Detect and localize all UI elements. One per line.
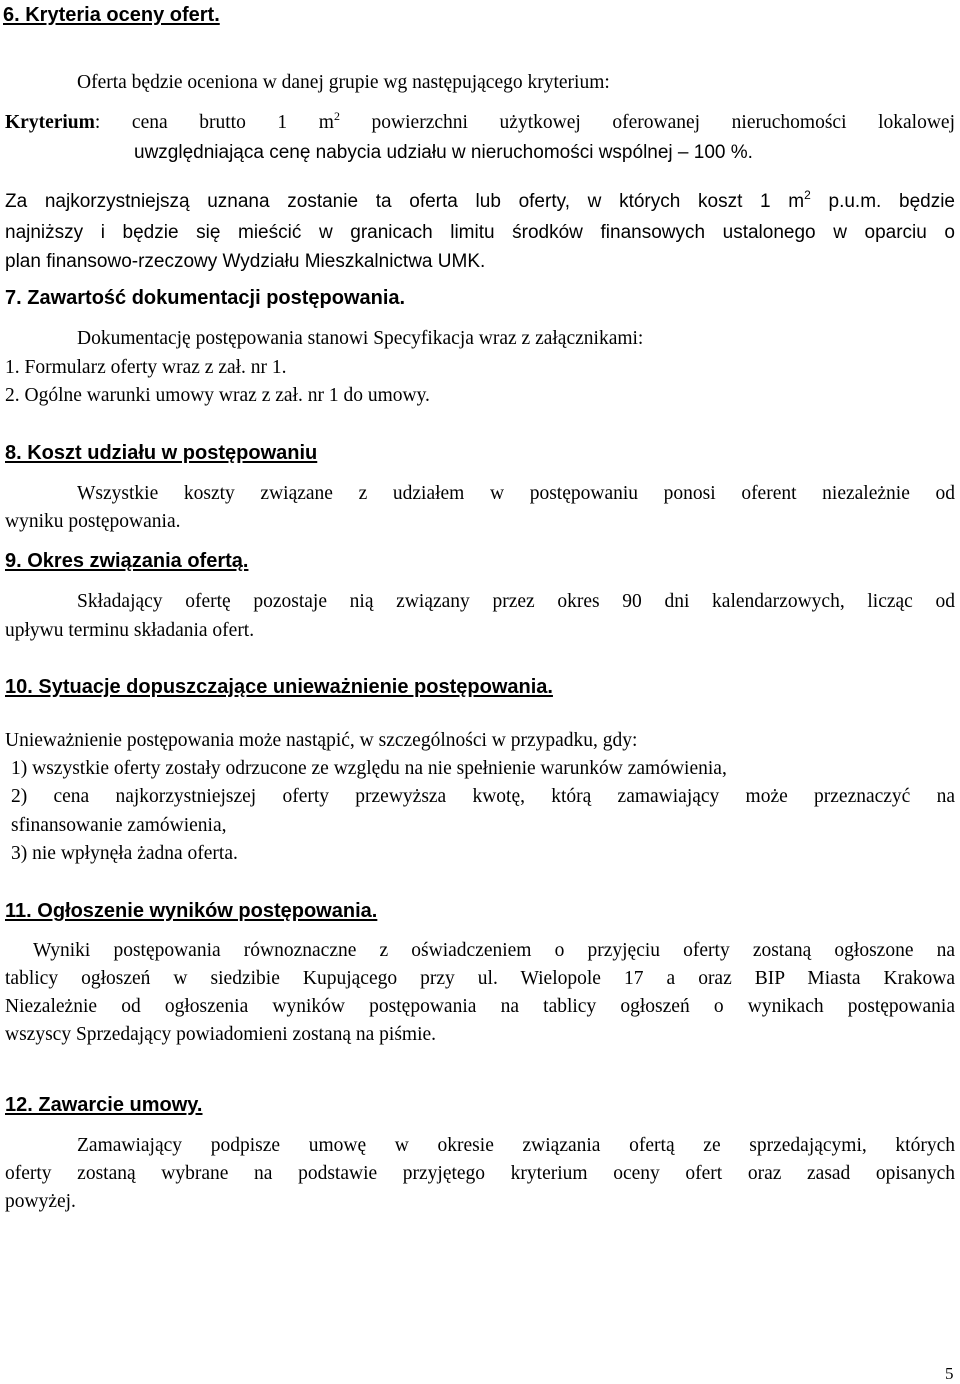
section-11-line-1: Wyniki postępowania równoznaczne z oświadczeniem o przyjęciu oferty zostaną ogłoszone na — [33, 940, 955, 961]
best-offer-line-1 — [5, 188, 955, 212]
section-11-line-3: Niezależnie od ogłoszenia wyników postępowania na tablicy ogłoszeń o wynikach postępowania — [5, 996, 955, 1017]
section-9-line-2: upływu terminu składania ofert. — [5, 620, 255, 641]
criterion-text-b: powierzchni użytkowej oferowanej nieruchomości lokalowej — [339, 112, 955, 133]
criterion-line-2: uwzględniająca cenę nabycia udziału w nieruchomości wspólnej – 100 %. — [134, 142, 753, 163]
section-7-intro: Dokumentację postępowania stanowi Specyfikacja wraz z załącznikami: — [77, 328, 644, 349]
best-offer-text-b: p.u.m. będzie — [810, 191, 955, 212]
list-item: 1) wszystkie oferty zostały odrzucone ze względu na nie spełnienie warunków zamówienia, — [11, 758, 727, 779]
section-12-heading: 12. Zawarcie umowy. — [5, 1094, 203, 1116]
section-12-line-3: powyżej. — [5, 1191, 76, 1212]
best-offer-line-3: plan finansowo-rzeczowy Wydziału Mieszkalnictwa UMK. — [5, 251, 486, 272]
criterion-text-a: : cena brutto 1 m — [94, 112, 334, 133]
section-9-line-1: Składający ofertę pozostaje nią związany przez okres 90 dni kalendarzowych, licząc od — [77, 591, 955, 612]
best-offer-line-2: najniższy i będzie się mieścić w granicach limitu środków finansowych ustalonego w oparciu o — [5, 222, 955, 243]
section-9-heading: 9. Okres związania ofertą. — [5, 550, 249, 572]
section-8-line-2: wyniku postępowania. — [5, 511, 181, 532]
section-8-heading: 8. Koszt udziału w postępowaniu — [5, 442, 318, 464]
criterion-label: Kryterium — [5, 112, 95, 133]
section-11-line-4: wszyscy Sprzedający powiadomieni zostaną na piśmie. — [5, 1024, 437, 1045]
page-number: 5 — [945, 1364, 954, 1383]
section-10-heading: 10. Sytuacje dopuszczające unieważnienie postępowania. — [5, 676, 553, 698]
section-12-line-1: Zamawiający podpisze umowę w okresie związania ofertą ze sprzedającymi, których — [77, 1135, 955, 1156]
superscript: 2 — [333, 109, 340, 123]
list-item: 1. Formularz oferty wraz z zał. nr 1. — [5, 357, 287, 378]
section-7-heading: 7. Zawartość dokumentacji postępowania. — [5, 287, 406, 309]
section-11-heading: 11. Ogłoszenie wyników postępowania. — [5, 900, 378, 922]
section-10-intro: Unieważnienie postępowania może nastąpić, w szczególności w przypadku, gdy: — [5, 730, 638, 751]
list-item: 3) nie wpłynęła żadna oferta. — [11, 843, 238, 864]
section-12-line-2: oferty zostaną wybrane na podstawie przyjętego kryterium oceny ofert oraz zasad opisanych — [5, 1163, 955, 1184]
section-11-line-2: tablicy ogłoszeń w siedzibie Kupującego przy ul. Wielopole 17 a oraz BIP Miasta Krakowa — [5, 968, 955, 989]
list-item-continuation: sfinansowanie zamówienia, — [11, 815, 227, 836]
section-6-intro: Oferta będzie oceniona w danej grupie wg następującego kryterium: — [77, 72, 610, 93]
criterion-line-1 — [5, 109, 955, 133]
list-item: 2. Ogólne warunki umowy wraz z zał. nr 1 do umowy. — [5, 385, 430, 406]
section-8-line-1: Wszystkie koszty związane z udziałem w postępowaniu ponosi oferent niezależnie od — [77, 483, 955, 504]
list-item: 2) cena najkorzystniejszej oferty przewyższa kwotę, którą zamawiający może przeznaczyć na — [11, 786, 955, 807]
best-offer-text-a: Za najkorzystniejszą uznana zostanie ta oferta lub oferty, w których koszt 1 m — [5, 191, 805, 212]
superscript: 2 — [804, 188, 811, 202]
section-6-heading: 6. Kryteria oceny ofert. — [3, 4, 220, 26]
